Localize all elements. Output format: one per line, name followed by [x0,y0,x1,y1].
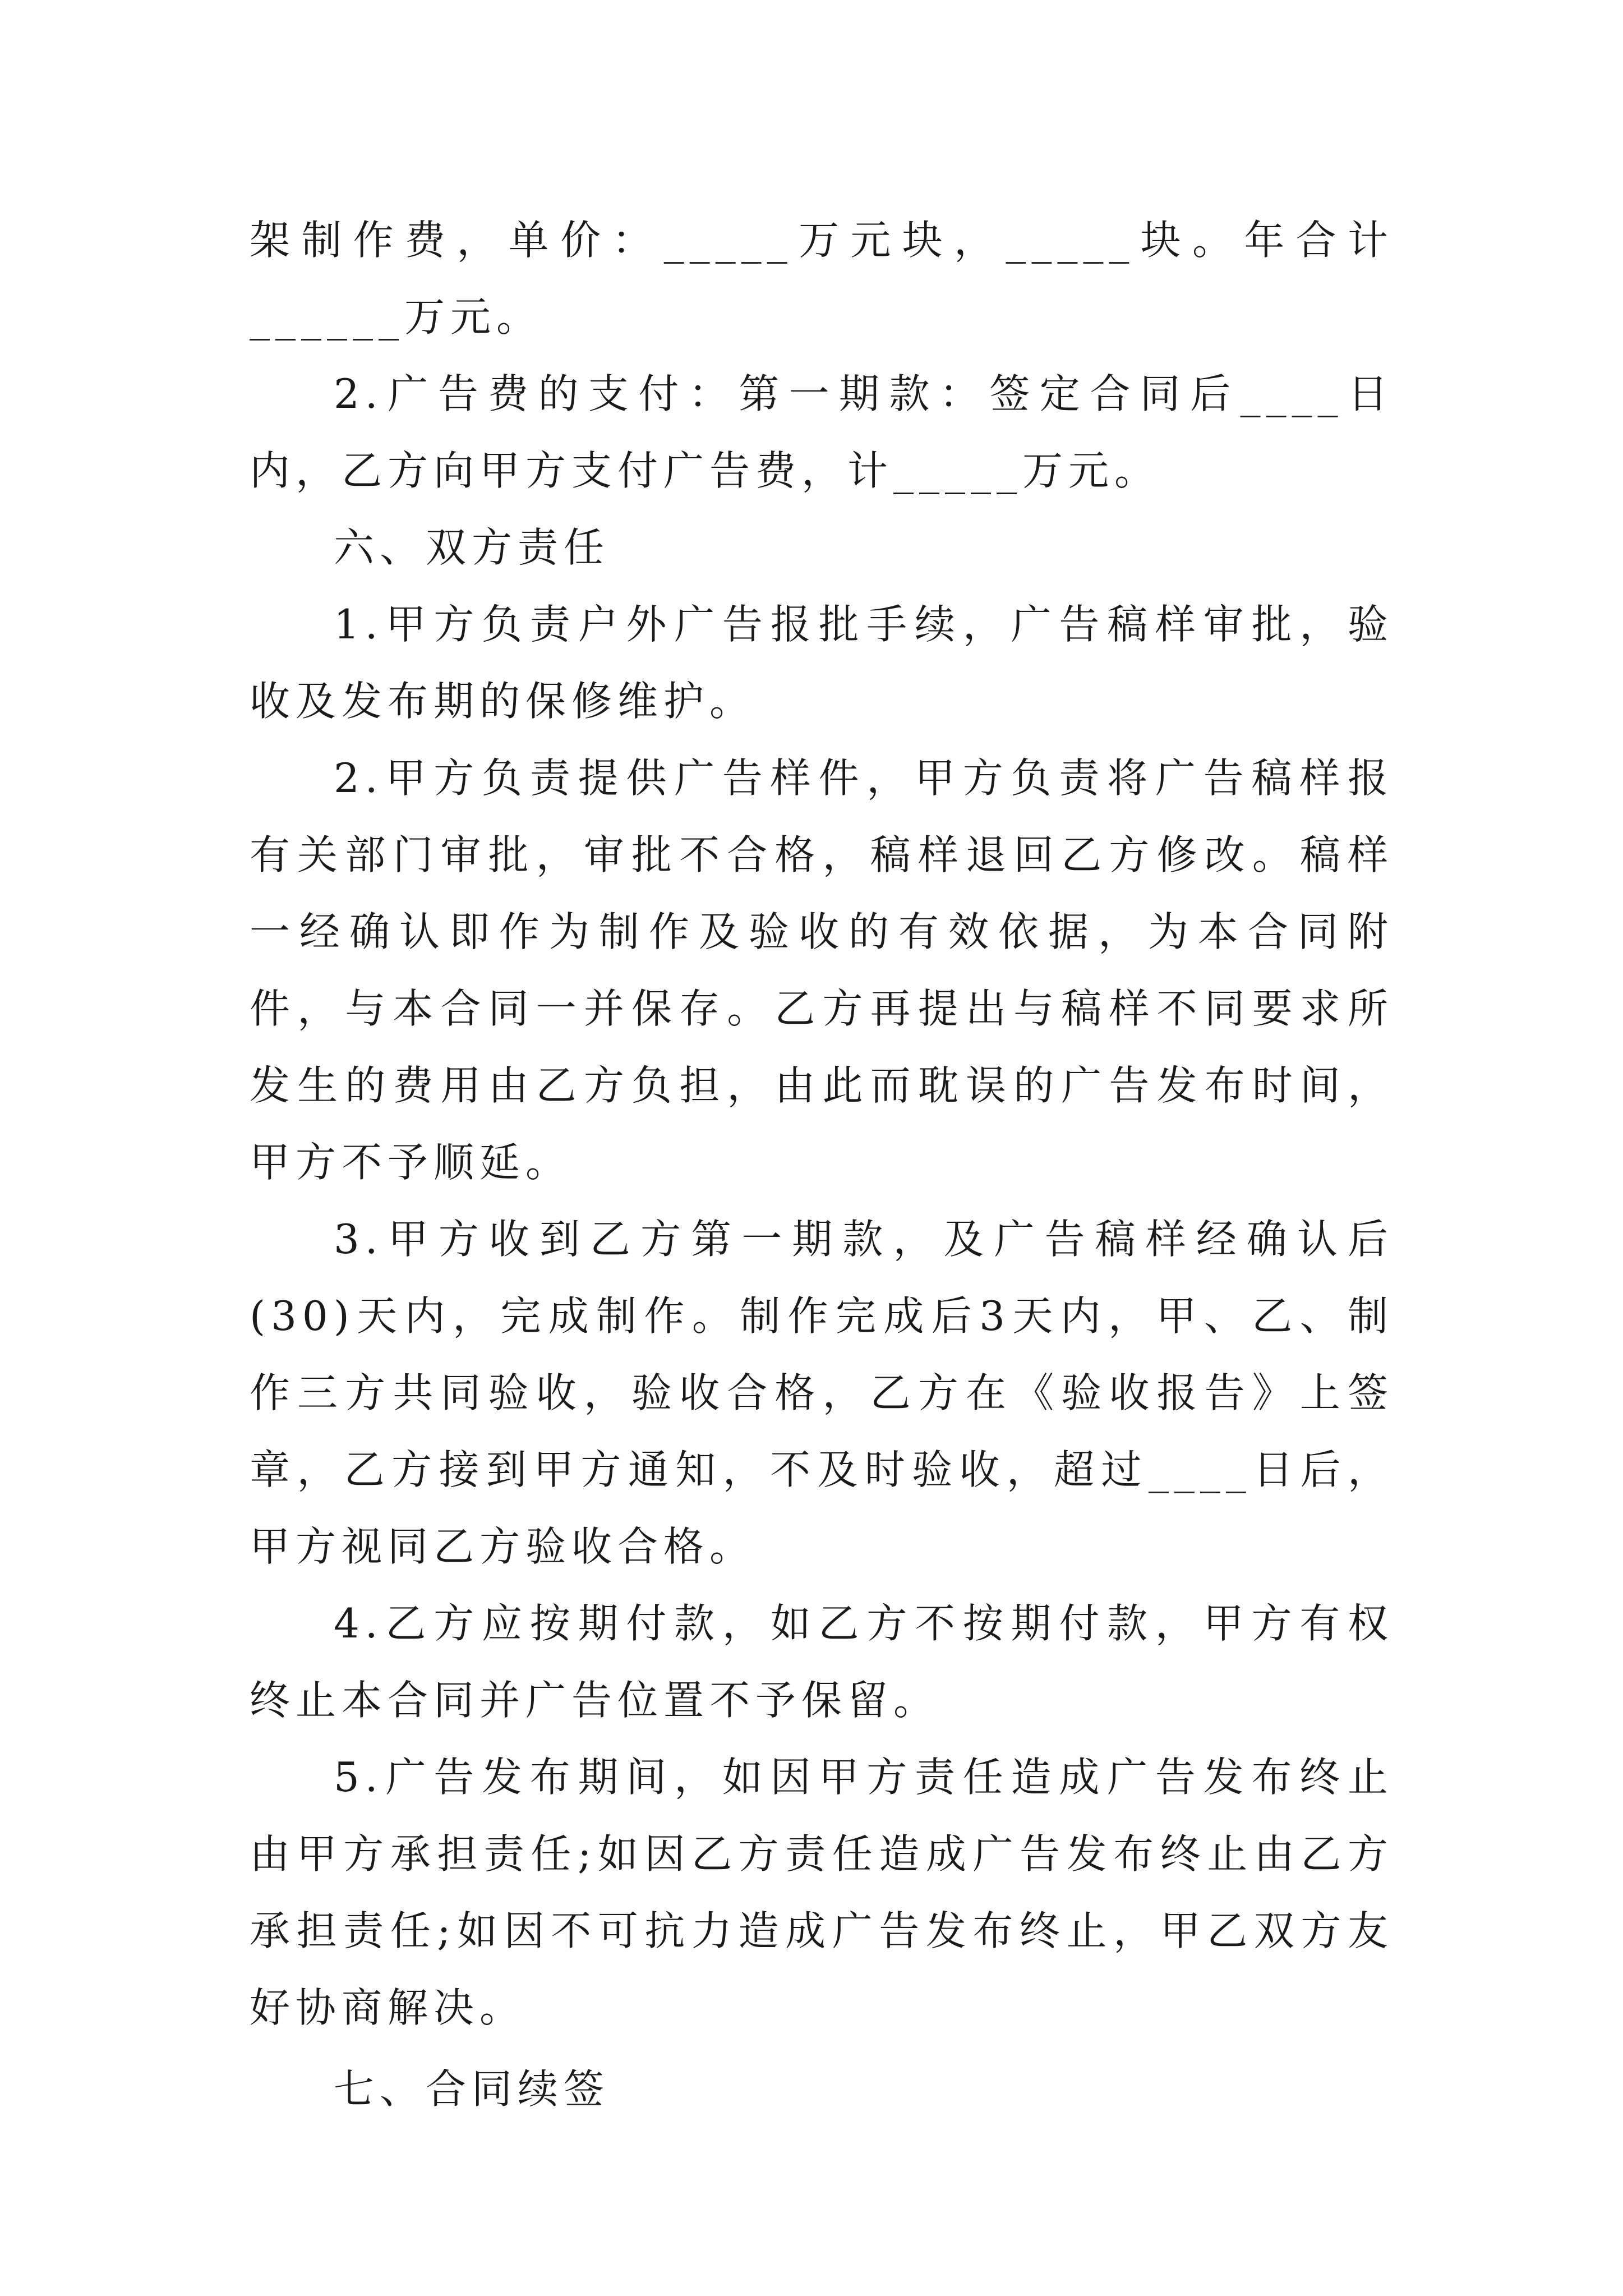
paragraph-fee-continued: 架制作费，单价：_____万元块，_____块。年合计______万元。 [250,217,1394,341]
section-heading-responsibilities: 六、双方责任 [334,524,610,571]
paragraph-duty-5: 5.广告发布期间，如因甲方责任造成广告发布终止由甲方承担责任;如因乙方责任造成广告发布终止由乙方承担责任;如因不可抗力造成广告发布终止，甲乙双方友好协商解决。 [250,1754,1394,2031]
document-body [250,202,1394,2128]
section-heading-renewal: 七、合同续签 [334,2065,610,2113]
paragraph-duty-2: 2.甲方负责提供广告样件，甲方负责将广告稿样报有关部门审批，审批不合格，稿样退回乙方修改。稿样一经确认即作为制作及验收的有效依据，为本合同附件，与本合同一并保存。乙方再提出与稿样不同要求所发生的费用由乙方负担，由此而耽误的广告发布时间，甲方不予顺延。 [250,754,1394,1186]
paragraph-duty-3: 3.甲方收到乙方第一期款，及广告稿样经确认后(30)天内，完成制作。制作完成后3天内，甲、乙、制作三方共同验收，验收合格，乙方在《验收报告》上签章，乙方接到甲方通知，不及时验收，超过____日后，甲方视同乙方验收合格。 [250,1216,1394,1570]
paragraph-duty-1: 1.甲方负责户外广告报批手续，广告稿样审批，验收及发布期的保修维护。 [250,601,1394,725]
paragraph-duty-4: 4.乙方应按期付款，如乙方不按期付款，甲方有权终止本合同并广告位置不予保留。 [250,1600,1394,1724]
paragraph-payment: 2.广告费的支付：第一期款：签定合同后____日内，乙方向甲方支付广告费，计_____万元。 [250,370,1394,494]
